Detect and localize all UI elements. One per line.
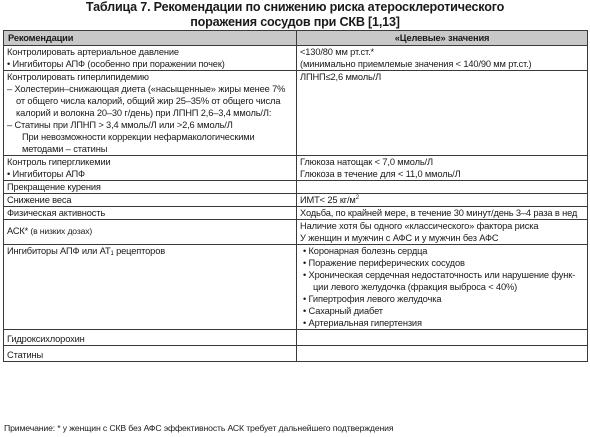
recommendation-cell xyxy=(4,181,297,194)
target-cell xyxy=(297,207,588,220)
recommendation-cell xyxy=(4,330,297,346)
table-row xyxy=(4,220,588,245)
bullet-item: • Артериальная гипертензия xyxy=(303,318,422,328)
table-row xyxy=(4,245,588,330)
table-row xyxy=(4,194,588,207)
table-title xyxy=(0,0,590,30)
target-cell xyxy=(297,330,588,346)
recommendations-table xyxy=(3,30,588,362)
cell-line: Снижение веса xyxy=(7,195,72,205)
cell-line: При невозможности коррекции нефармакологическими xyxy=(22,132,255,142)
recommendation-cell xyxy=(4,245,297,330)
cell-line xyxy=(7,245,293,257)
asa-dose-note: (в низких дозах) xyxy=(28,226,93,236)
bullet-item: • Гипертрофия левого желудочка xyxy=(303,294,442,304)
recommendation-cell xyxy=(4,71,297,156)
bullet-item: • Коронарная болезнь сердца xyxy=(303,246,428,256)
cell-line: – Холестерин–снижающая диета («насыщенные» жиры менее 7% xyxy=(7,84,286,94)
cell-line: – Статины при ЛПНП > 3,4 ммоль/Л или >2,6 ммоль/Л xyxy=(7,120,233,130)
recommendation-cell xyxy=(4,194,297,207)
cell-line: • Ингибиторы АПФ xyxy=(7,169,85,179)
cell-line: Физическая активность xyxy=(7,208,106,218)
bullet-item-continuation: ции левого желудочка (фракция выброса < 40%) xyxy=(313,282,518,292)
cell-line: Контролировать гиперлипидемию xyxy=(7,72,149,82)
recommendation-cell xyxy=(4,46,297,71)
bmi-target: ИМТ< 25 кг/м xyxy=(300,195,356,205)
cell-line: Ходьба, по крайней мере, в течение 30 минут/день 3–4 раза в нед xyxy=(300,208,578,218)
target-cell xyxy=(297,245,588,330)
recommendation-cell xyxy=(4,156,297,181)
at1-subscript: 1 xyxy=(110,251,114,257)
cell-line: Глюкоза в течение для < 11,0 ммоль/Л xyxy=(300,169,461,179)
bullet-item: • Сахарный диабет xyxy=(303,306,383,316)
target-cell xyxy=(297,46,588,71)
bullet-item: • Хроническая сердечная недостаточность или нарушение функ- xyxy=(303,270,576,280)
target-cell xyxy=(297,156,588,181)
target-cell xyxy=(297,71,588,156)
target-cell xyxy=(297,181,588,194)
table-row xyxy=(4,156,588,181)
asa-label: АСК* xyxy=(7,226,29,236)
cell-line: Прекращение курения xyxy=(7,182,101,192)
table-row xyxy=(4,71,588,156)
cell-line: (минимально приемлемые значения < 140/90 мм рт.ст.) xyxy=(300,59,532,69)
cell-line: Статины xyxy=(7,350,44,360)
ace-label: Ингибиторы АПФ или АТ xyxy=(7,246,111,256)
target-cell xyxy=(297,346,588,362)
table-row xyxy=(4,330,588,346)
cell-line: Наличие хотя бы одного «классического» фактора риска xyxy=(300,221,539,231)
recommendation-cell xyxy=(4,346,297,362)
cell-line: Контроль гипергликемии xyxy=(7,157,111,167)
ace-label-tail: рецепторов xyxy=(113,246,166,256)
table-title-line-1: Таблица 7. Рекомендации по снижению риска атеросклеротического xyxy=(85,0,505,14)
cell-line: У женщин и мужчин с АФС и у мужчин без АФС xyxy=(300,233,499,243)
cell-line xyxy=(300,194,584,206)
target-cell xyxy=(297,194,588,207)
cell-line: <130/80 мм рт.ст.* xyxy=(300,47,374,57)
table-row xyxy=(4,181,588,194)
recommendation-cell xyxy=(4,207,297,220)
table-title-line-2: поражения сосудов при СКВ [1,13] xyxy=(190,15,400,29)
recommendation-cell xyxy=(4,220,297,245)
table-row xyxy=(4,207,588,220)
cell-line xyxy=(7,220,293,237)
table-footnote: Примечание: * у женщин с СКВ без АФС эффективность АСК требует дальнейшего подтверждения xyxy=(4,423,394,433)
cell-line: от общего числа калорий, общий жир 25–35% от общего числа xyxy=(16,96,281,106)
cell-line: Гидроксихлорохин xyxy=(7,334,85,344)
bmi-unit-exponent: 2 xyxy=(355,195,359,201)
cell-line: ЛПНП≤2,6 ммоль/Л xyxy=(300,72,382,82)
table-row xyxy=(4,46,588,71)
header-target-values: «Целевые» значения xyxy=(297,31,588,46)
cell-line: Глюкоза натощак < 7,0 ммоль/Л xyxy=(300,157,433,167)
cell-line: • Ингибиторы АПФ (особенно при поражении почек) xyxy=(7,59,225,69)
header-recommendations: Рекомендации xyxy=(4,31,297,46)
cell-line: калорий и волокна 20–30 г/день) при ЛПНП 2,6–3,4 ммоль/Л: xyxy=(16,108,272,118)
cell-line: методами – статины xyxy=(22,144,108,154)
table-header-row xyxy=(4,31,588,46)
cell-line: Контролировать артериальное давление xyxy=(7,47,179,57)
table-row xyxy=(4,346,588,362)
bullet-item: • Поражение периферических сосудов xyxy=(303,258,465,268)
target-cell xyxy=(297,220,588,245)
